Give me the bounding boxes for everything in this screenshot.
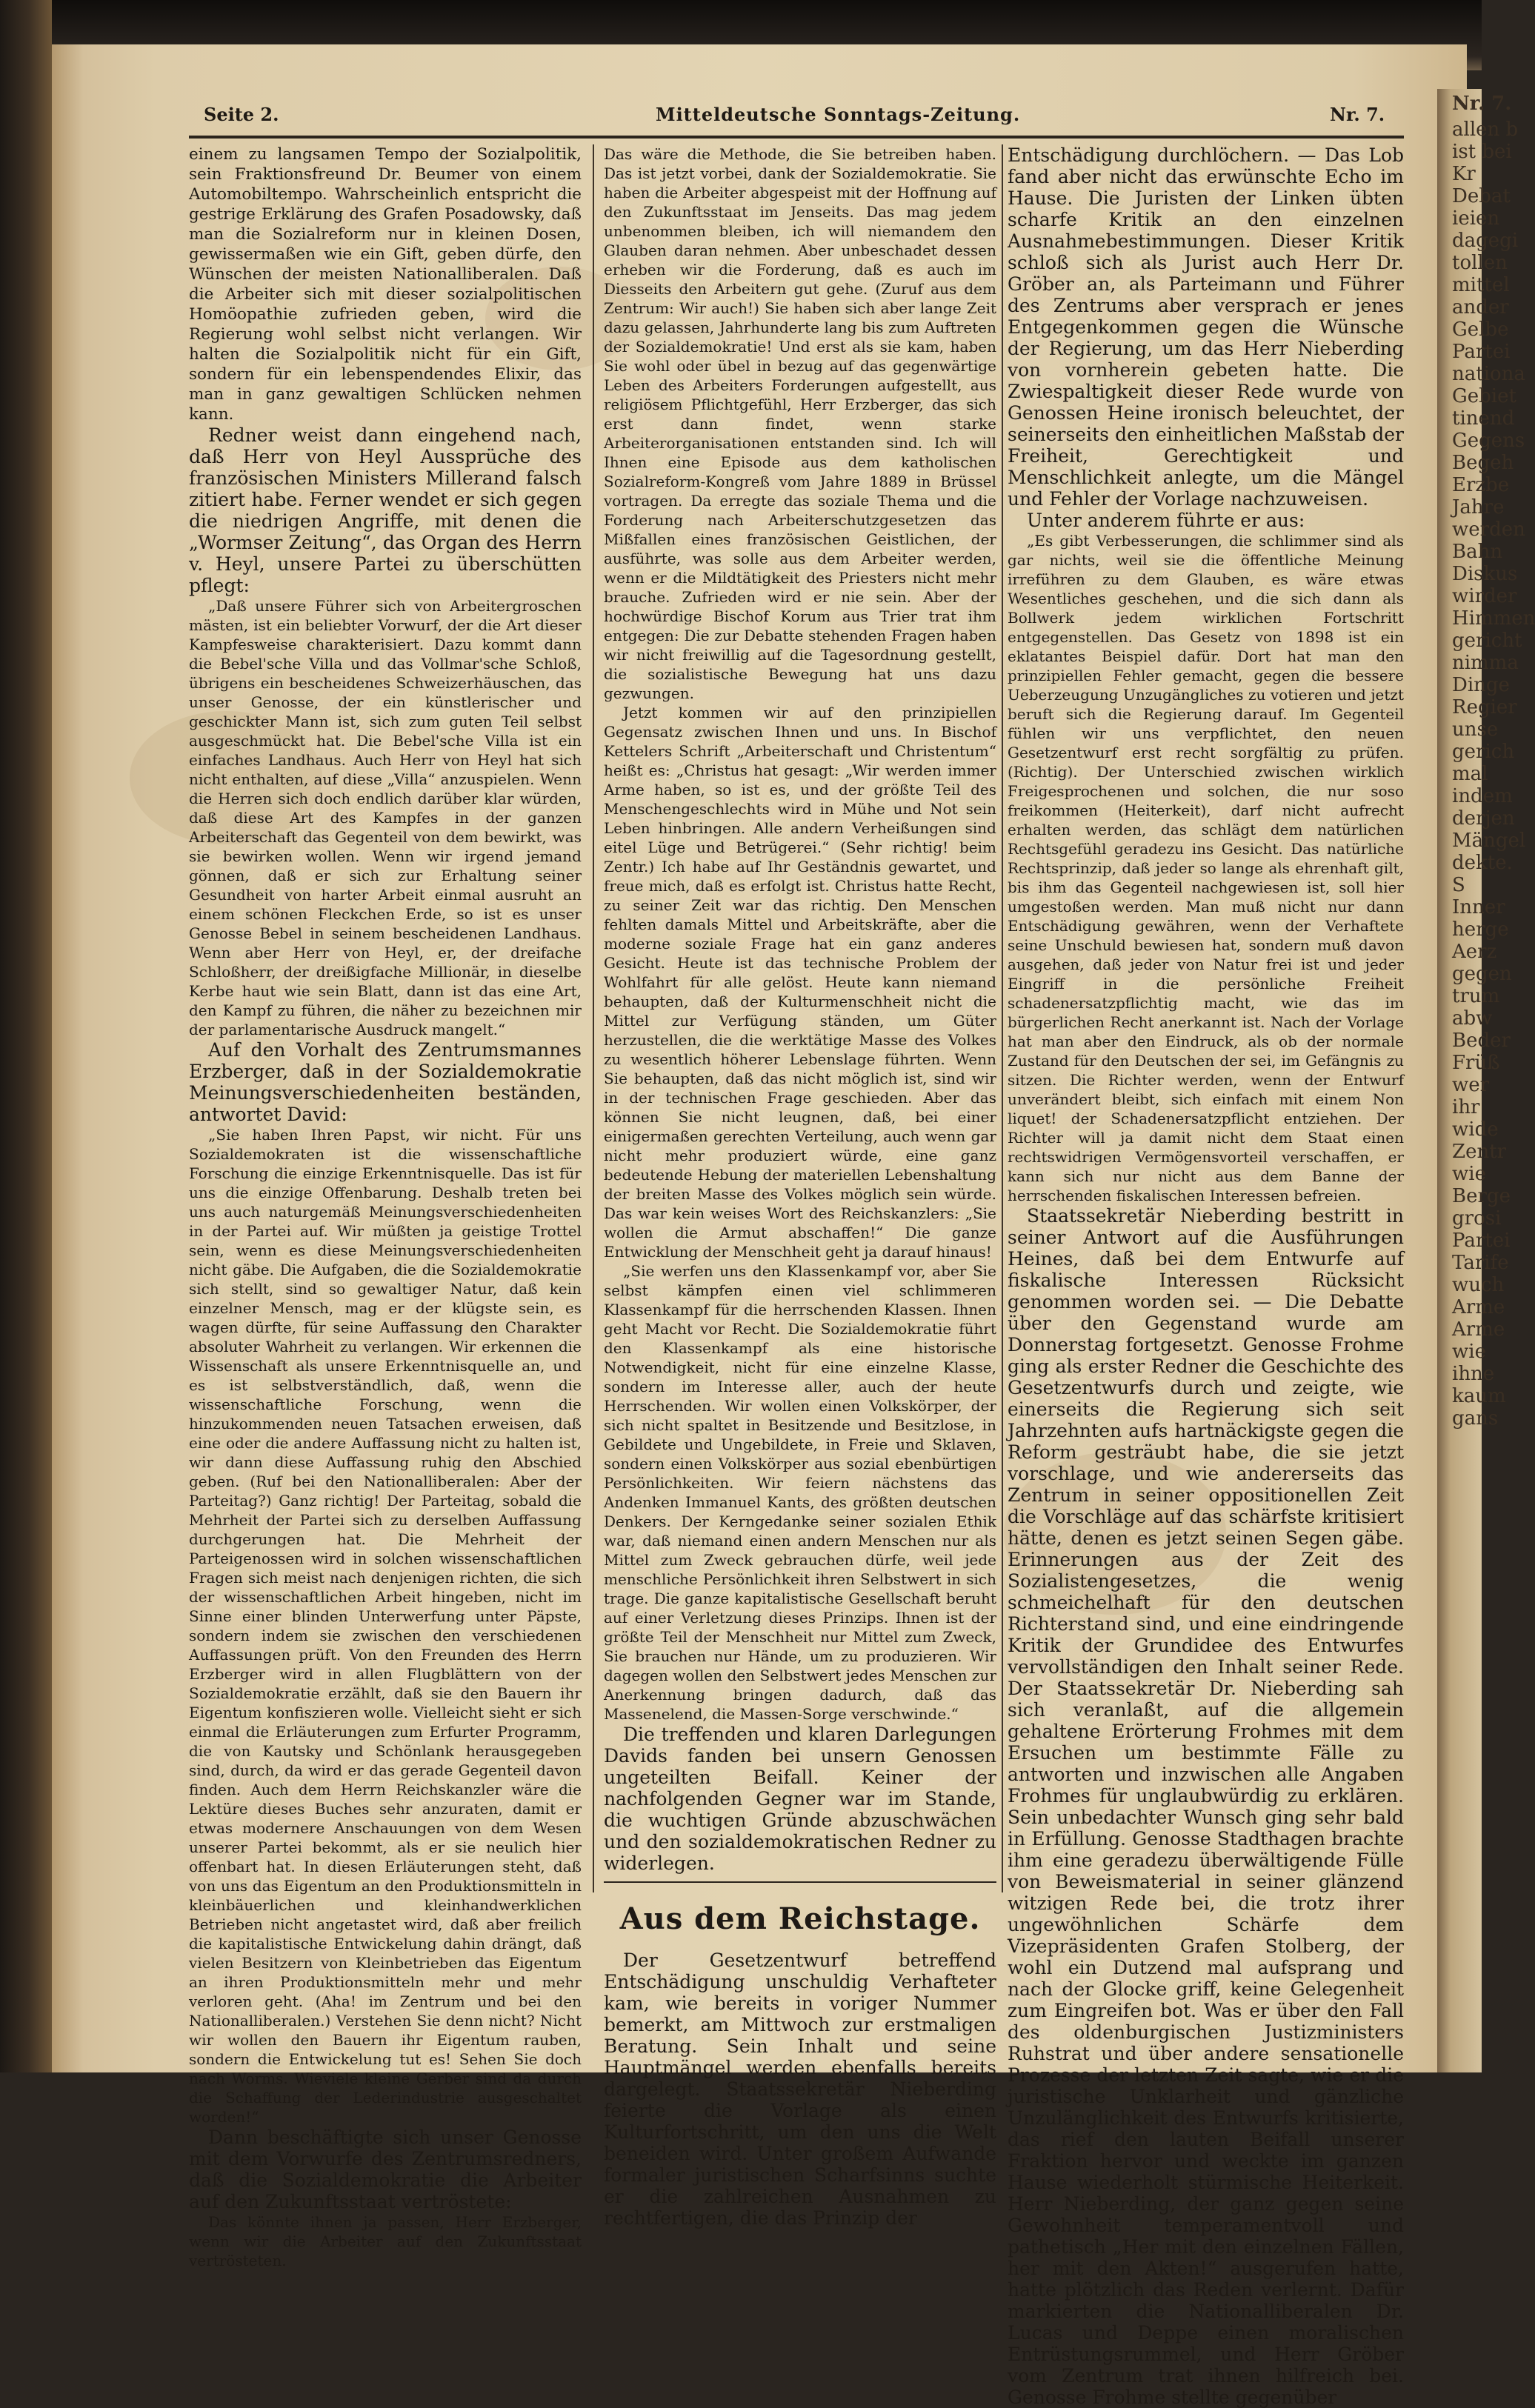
column-2-continued-text	[604, 144, 996, 1874]
adjacent-page-fragment: kaum	[1452, 1385, 1506, 1407]
adjacent-page-fragment: gerich	[1452, 741, 1515, 763]
column-divider	[1002, 144, 1003, 1892]
paragraph: „Es gibt Verbesserungen, die schlimmer sind als gar nichts, weil sie die öffentliche Meinung irreführen zu dem Glauben, es wäre etwas Wesentliches geschehen, und die sich dann als Bollwerk jedem wirklichen Fortschritt entgegenstellen. Das Gesetz von 1898 ist ein eklatantes Beispiel dafür. Dort hat man den prinzipiellen Fehler gemacht, gegen die bessere Ueberzeugung Unzugängliches zu votieren und jetzt beruft sich die Regierung darauf. Im Gegenteil fühlen wir uns verpflichtet, den neuen Gesetzentwurf erst recht sorgfältig zu prüfen. (Richtig). Der Unterschied zwischen wirklich Freigesprochenen und solchen, die nur soso freikommen (Heiterkeit), darf nicht aufrecht erhalten werden, das schlägt dem natürlichen Rechtsgefühl geradezu ins Gesicht. Das natürliche Rechtsprinzip, daß jeder so lange als ehrenhaft gilt, bis ihm das Gegenteil nachgewiesen ist, soll hier umgestoßen werden. Man muß nicht nur dann Entschädigung gewähren, wenn der Verhaftete seine Unschuld bewiesen hat, sondern muß davon ausgehen, daß jeder von Natur frei ist und jeder Eingriff in die persönliche Freiheit schadenersatzpflichtig macht, wie das im bürgerlichen Recht anerkannt ist. Nach der Vorlage hat man aber den Eindruck, als ob der normale Zustand für den Deutschen der sei, im Gefängnis zu sitzen. Die Richter werden, wenn der Entwurf unverändert bleibt, sich einfach mit einem Non liquet! der Schadenersatzpflicht entziehen. Der Richter will ja damit nicht dem Staat einen rechtswidrigen Vermögensvorteil verschaffen, er kann sich nur nicht aus dem Banne der herrschenden fiskalischen Interessen befreien.	[1008, 532, 1404, 1204]
book-spine	[0, 0, 52, 2072]
newspaper-title: Mitteldeutsche Sonntags-Zeitung.	[656, 104, 1021, 125]
adjacent-page-fragment: mal	[1452, 763, 1488, 785]
adjacent-page-fragment: Gebiet	[1452, 385, 1516, 407]
paragraph: Redner weist dann eingehend nach, daß Herr von Heyl Aussprüche des französischen Ministers Millerand falsch zitiert habe. Ferner wendet er sich gegen die niedrigen Angriffe, mit denen die „Wormser Zeitung“, das Organ des Herrn v. Heyl, unsere Partei zu überschütten pflegt:	[189, 424, 582, 596]
adjacent-page-fragment: nimma	[1452, 652, 1519, 674]
adjacent-page-fragment: Inner	[1452, 896, 1505, 918]
adjacent-page-fragment: ist bei	[1452, 141, 1512, 163]
adjacent-page-fragment: Jahre	[1452, 496, 1505, 518]
adjacent-page-fragment: Regier	[1452, 696, 1517, 718]
adjacent-page-fragment: gegen	[1452, 963, 1512, 985]
adjacent-page-fragment: Zentr	[1452, 1141, 1507, 1163]
adjacent-page-fragment: tollen	[1452, 252, 1508, 274]
issue-number: Nr. 7.	[1330, 104, 1385, 125]
adjacent-page-fragment: Dinge	[1452, 674, 1510, 696]
adjacent-page-fragment: wie	[1452, 1341, 1486, 1363]
adjacent-page-fragment: gans	[1452, 1407, 1499, 1430]
column-2	[604, 144, 996, 2229]
adjacent-page-edge	[1437, 89, 1535, 2072]
adjacent-page-fragment: wirder	[1452, 585, 1517, 607]
header-rule	[189, 136, 1404, 139]
adjacent-page-fragment: abw	[1452, 1007, 1493, 1030]
paragraph: Der Gesetzentwurf betreffend Entschädigung unschuldig Verhafteter kam, wie bereits in voriger Nummer bemerkt, am Mittwoch zur erstmaligen Beratung. Sein Inhalt und seine Hauptmängel werden ebenfalls bereits dargelegt. Staatssekretär Nieberding feierte die Vorlage als einen Kulturfortschritt, um den uns die Welt beneiden wird. Unter großem Aufwande formaler juristischen Scharfsinns suchte er die zahlreichen Ausnahmen zu rechtfertigen, die das Prinzip der	[604, 1950, 996, 2229]
adjacent-page-fragment: dekte.	[1452, 852, 1513, 874]
reichstag-article-text	[604, 1950, 996, 2229]
paragraph: „Sie werfen uns den Klassenkampf vor, aber Sie selbst kämpfen einen viel schlimmeren Klassenkampf für die herrschenden Klassen. Ihnen geht Macht vor Recht. Die Sozialdemokratie führt den Klassenkampf als eine historische Notwendigkeit, nicht für eine einzelne Klasse, sondern im Interesse aller, auch der heute Herrschenden. Wir wollen einen Volkskörper, der sich nicht spaltet in Besitzende und Besitzlose, in Gebildete und Ungebildete, in Freie und Sklaven, sondern einen Volkskörper aus sozial ebenbürtigen Persönlichkeiten. Wir feiern nächstens das Andenken Immanuel Kants, des größten deutschen Denkers. Der Kerngedanke seiner sozialen Ethik war, daß niemand einen andern Menschen nur als Mittel zum Zweck gebrauchen dürfe, weil jede menschliche Persönlichkeit ihren Selbstwert in sich trage. Die ganze kapitalistische Gesellschaft beruht auf einer Verletzung dieses Prinzips. Ihnen ist der größte Teil der Menschheit nur Mittel zum Zweck, Sie brauchen nur Hände, um zu produzieren. Wir dagegen wollen den Selbstwert jedes Menschen zur Anerkennung bringen dadurch, daß das Massenelend, die Massen-Sorge verschwinde.“	[604, 1262, 996, 1723]
column-1	[189, 144, 582, 2269]
adjacent-page-fragment: ander	[1452, 296, 1509, 318]
adjacent-page-fragment: nationa	[1452, 363, 1525, 385]
paragraph: „Daß unsere Führer sich von Arbeitergroschen mästen, ist ein beliebter Vorwurf, der die Art dieser Kampfesweise charakterisiert. Dazu kommt dann die Bebel'sche Villa und das Vollmar'sche Schloß, übrigens ein bescheidenes Schweizerhäuschen, das unser Genosse, der ein künstlerischer und geschickter Mann ist, sich zum guten Teil selbst ausgeschmückt hat. Die Bebel'sche Villa ist ein einfaches Landhaus. Auch Herr von Heyl hat sich nicht enthalten, auf diese „Villa“ anzuspielen. Wenn die Herren sich doch endlich darüber klar würden, daß diese Art des Kampfes in der ganzen Arbeiterschaft das Gegenteil von dem bewirkt, was sie bewirken wollen. Wenn wir irgend jemand gönnen, daß er sich zur Erhaltung seiner Gesundheit von harter Arbeit einmal ausruht an einem schönen Fleckchen Erde, so ist es unser Genosse Bebel in seinem bescheidenen Landhaus. Wenn aber Herr von Heyl, er, der dreifache Schloßherr, der dreißigfache Millionär, in dieselbe Kerbe haut wie sein Blatt, dann ist das eine Art, den Kampf zu führen, die näher zu bezeichnen mir der parlamentarische Ausdruck mangelt.“	[189, 597, 582, 1038]
adjacent-page-header: Nr. 7.	[1452, 93, 1512, 115]
column-3	[1008, 144, 1404, 2408]
paragraph: „Sie haben Ihren Papst, wir nicht. Für uns Sozialdemokraten ist die wissenschaftliche Forschung die einzige Erkenntnisquelle. Das ist für uns die einzige Offenbarung. Deshalb treten bei uns auch naturgemäß Meinungsverschiedenheiten in der Partei auf. Wir müßten ja geistige Trottel sein, wenn es diese Meinungsverschiedenheiten nicht gäbe. Die Aufgaben, die die Sozialdemokratie sich stellt, sind so gewaltiger Natur, daß kein einzelner Mensch, mag er der klügste sein, es wagen dürfte, für seine Auffassung den Charakter absoluter Wahrheit zu verlangen. Wir erkennen die Wissenschaft als unsere Erkenntnisquelle an, und es ist selbstverständlich, daß, wenn die wissenschaftliche Forschung, wenn die hinzukommenden neuen Tatsachen erweisen, daß eine oder die andere Auffassung nicht zu halten ist, wir dann diese Auffassung ruhig den Abschied geben. (Ruf bei den Nationalliberalen: Aber der Parteitag?) Ganz richtig! Der Parteitag, sobald die Mehrheit der Partei sich zu derselben Auffassung durchgerungen hat. Die Mehrheit der Parteigenossen wird in solchen wissenschaftlichen Fragen sich meist nach denjenigen richten, die sich der wissenschaftlichen Arbeit hingeben, nicht im Sinne einer blinden Unterwerfung unter Päpste, sondern indem sie zwischen den verschiedenen Auffassungen prüft. Von den Freunden des Herrn Erzberger wird in allen Flugblättern von der Sozialdemokratie erzählt, daß sie den Bauern ihr Eigentum konfiszieren wolle. Vielleicht sieht er sich einmal die Erläuterungen zum Erfurter Programm, die von Kautsky und Schönlank herausgegeben sind, durch, da wird er das gerade Gegenteil davon finden. Auch dem Herrn Reichskanzler wäre die Lektüre dieses Buches sehr anzuraten, damit er etwas modernere Anschauungen von dem Wesen unserer Partei bekommt, als er sie neulich hier offenbart hat. In diesen Erläuterungen steht, daß von uns das Eigentum an den Produktionsmitteln in kleinbäuerlichen und kleinhandwerklichen Betrieben nicht angetastet wird, daß aber freilich die kapitalistische Entwickelung dahin drängt, daß vielen Besitzern von Kleinbetrieben das Eigentum an ihren Produktionsmitteln mehr und mehr verloren geht. (Aha! im Zentrum und bei den Nationalliberalen.) Verstehen Sie denn nicht? Nicht wir wollen den Bauern ihr Eigentum rauben, sondern die Entwickelung tut es! Sehen Sie doch nach Worms. Wieviele kleine Gerber sind da durch die Schaffung der Lederindustrie ausgeschaltet worden!“	[189, 1126, 582, 2126]
adjacent-page-fragment: mittel	[1452, 274, 1510, 296]
adjacent-page-fragment: wie	[1452, 1163, 1486, 1185]
adjacent-page-fragment: S	[1452, 874, 1465, 896]
paragraph: Unter anderem führte er aus:	[1027, 510, 1305, 531]
adjacent-page-fragment: wuch	[1452, 1274, 1505, 1296]
adjacent-page-fragment: Diskus	[1452, 563, 1518, 585]
adjacent-page-fragment: Berge	[1452, 1185, 1511, 1207]
adjacent-page-fragment: Debat	[1452, 185, 1511, 207]
adjacent-page-fragment: ihne	[1452, 1363, 1495, 1385]
adjacent-page-fragment: ieien	[1452, 207, 1500, 230]
paragraph: Dann beschäftigte sich unser Genosse mit dem Vorwurfe des Zentrumsredners, daß die Sozialdemokratie die Arbeiter auf den Zukunftsstaat vertröstete:	[189, 2127, 582, 2212]
adjacent-page-fragment: Aerz	[1452, 941, 1497, 963]
adjacent-page-fragment: Himmen	[1452, 607, 1535, 630]
adjacent-page-fragment: derjen	[1452, 807, 1515, 830]
paragraph: Das wäre die Methode, die Sie betreiben haben. Das ist jetzt vorbei, dank der Sozialdemokratie. Sie haben die Arbeiter abgespeist mit der Hoffnung auf den Zukunftsstaat im Jenseits. Das mag jedem unbenommen bleiben, ich will niemandem den Glauben daran nehmen. Aber unbeschadet dessen erheben wir die Forderung, daß es auch im Diesseits den Arbeitern gut gehe. (Zuruf aus dem Zentrum: Wir auch!) Sie haben sich aber lange Zeit dazu gelassen, Jahrhunderte lang bis zum Auftreten der Sozialdemokratie! Und erst als sie kam, haben Sie wohl oder übel in bezug auf das gegenwärtige Leben des Arbeiters Forderungen aufgestellt, aus religiösem Pflichtgefühl, Herr Erzberger, das sich erst dann findet, wenn starke Arbeiterorganisationen entstanden sind. Ich will Ihnen eine Episode aus dem katholischen Sozialreform-Kongreß vom Jahre 1889 in Brüssel vortragen. Da erregte das soziale Thema und die Forderung nach Arbeiterschutzgesetzen das Mißfallen eines französischen Geistlichen, der ausführte, was solle aus dem Arbeiter werden, wenn er die Mildtätigkeit des Priesters nicht mehr brauche. Zufrieden wird er nie sein. Aber der hochwürdige Bischof Korum aus Trier trat ihm entgegen: Die zur Debatte stehenden Fragen haben wir nicht freiwillig auf die Tagesordnung gestellt, die sozialistische Bewegung hat uns dazu gezwungen.	[604, 145, 996, 702]
adjacent-page-fragment: Bahn	[1452, 541, 1503, 563]
adjacent-page-fragment: Früß	[1452, 1052, 1500, 1074]
adjacent-page-fragment: indem	[1452, 785, 1513, 807]
adjacent-page-fragment: tinend	[1452, 407, 1515, 430]
adjacent-page-fragment: dagegi	[1452, 230, 1519, 252]
adjacent-page-fragment: Erzbe	[1452, 474, 1510, 496]
adjacent-page-text	[1437, 119, 1535, 1430]
paragraph: Staatssekretär Nieberding bestritt in seiner Antwort auf die Ausführungen Heines, daß bei dem Entwurfe auf fiskalische Interessen Rücksicht genommen worden sei. — Die Debatte über den Gegenstand wurde am Donnerstag fortgesetzt. Genosse Frohme ging als erster Redner die Geschichte des Gesetzentwurfs durch und zeigte, wie einerseits die Regierung sich seit Jahrzehnten aufs hartnäckigste gegen die Reform gesträubt habe, die sie jetzt vorschlage, und wie andererseits das Zentrum in seiner oppositionellen Zeit die Vorschläge auf das schärfste kritisiert hätte, denen es jetzt seinen Segen gäbe. Erinnerungen aus der Zeit des Sozialistengesetzes, die wenig schmeichelhaft für den deutschen Richterstand sind, und eine eindringende Kritik der Grundidee des Entwurfes vervollständigen den Inhalt seiner Rede. Der Staatssekretär Dr. Nieberding sah sich veranlaßt, auf die allgemein gehaltene Erörterung Frohmes mit dem Ersuchen um bestimmte Fälle zu antworten und inzwischen alle Angaben Frohmes für unglaubwürdig zu erklären. Sein unbedachter Wunsch ging sehr bald in Erfüllung. Genosse Stadthagen brachte ihm eine geradezu überwältigende Fülle von Beweismaterial in seiner glänzend witzigen Rede bei, die trotz ihrer ungewöhnlichen Schärfe dem Vizepräsidenten Grafen Stolberg, der wohl ein Dutzend mal aufsprang und nach der Glocke griff, keine Gelegenheit zum Eingreifen bot. Was er über den Fall des oldenburgischen Justizministers Ruhstrat und über andere sensationelle Prozesse der letzten Zeit sagte, wie er die juristische Unklarheit und gänzliche Unzulänglichkeit des Entwurfs kritisierte, das rief den lauten Beifall unserer Fraktion hervor und weckte im ganzen Hause wiederholt stürmische Heiterkeit. Herr Nieberding, der ganz gegen seine Gewohnheit temperamentvoll und pathetisch „Her mit den einzelnen Fällen, her mit den Akten!“ ausgerufen hatte, hatte plötzlich das Reden verlernt. Dafür markierten die Nationalliberalen Dr. Lucas und Deppe einen moralischen Entrüstungsrummel, und Herr Gröber vom Zentrum trat ihnen hilfreich bei. Genosse Frohme stellte gegenüber	[1008, 1205, 1404, 2408]
paragraph: Jetzt kommen wir auf den prinzipiellen Gegensatz zwischen Ihnen und uns. In Bischof Kettelers Schrift „Arbeiterschaft und Christentum“ heißt es: „Christus hat gesagt: „Wir werden immer Arme haben, so ist es, und der größte Teil des Menschengeschlechts wird in Mühe und Not sein Leben hinbringen. Alle andern Verheißungen sind eitel Lüge und Betrügerei.“ (Sehr richtig! beim Zentr.) Ich habe auf Ihr Geständnis gewartet, und freue mich, daß es erfolgt ist. Christus hatte Recht, zu seiner Zeit war das richtig. Den Menschen fehlten damals Mittel und Arbeitskräfte, aber die moderne soziale Frage hat ein ganz anderes Gesicht. Heute ist das technische Problem der Wohlfahrt für alle gelöst. Heute kann niemand behaupten, daß der Kulturmenschheit nicht die Mittel zur Verfügung ständen, um Güter herzustellen, die die werktätige Masse des Volkes zu wesentlich höherer Lebenslage führten. Wenn Sie behaupten, daß das nicht möglich ist, sind wir in der technischen Frage geschieden. Aber das können Sie nicht leugnen, daß, bei einer einigermaßen gerechten Verteilung, auch wenn gar nicht mehr produziert würde, eine ganz bedeutende Hebung der materiellen Lebenshaltung der breiten Masse des Volkes möglich sein würde. Das war kein weises Wort des Reichskanzlers: „Sie wollen die Armut abschaffen!“ Die ganze Entwicklung der Menschheit geht ja darauf hinaus!	[604, 704, 996, 1261]
paragraph: Die treffenden und klaren Darlegungen Davids fanden bei unsern Genossen ungeteilten Beifall. Keiner der nachfolgenden Gegner war im Stande, die wuchtigen Gründe abzuschwächen und den sozialdemokratischen Redner zu widerlegen.	[604, 1724, 996, 1874]
page-number: Seite 2.	[204, 104, 279, 125]
adjacent-page-fragment: Gegens	[1452, 430, 1525, 452]
adjacent-page-fragment: werden	[1452, 518, 1525, 541]
page-content	[189, 104, 1404, 2408]
adjacent-page-fragment: allen b	[1452, 119, 1519, 141]
adjacent-page-fragment: Gelbe	[1452, 318, 1509, 341]
adjacent-page-fragment: herge	[1452, 918, 1509, 941]
adjacent-page-fragment: Mängel	[1452, 830, 1526, 852]
adjacent-page-fragment: Begeh	[1452, 452, 1514, 474]
adjacent-page-fragment: wer	[1452, 1074, 1490, 1096]
adjacent-page-fragment: Partei	[1452, 1230, 1511, 1252]
paragraph: Auf den Vorhalt des Zentrumsmannes Erzberger, daß in der Sozialdemokratie Meinungsverschiedenheiten beständen, antwortet David:	[189, 1039, 582, 1125]
adjacent-page-fragment: grosi	[1452, 1207, 1502, 1230]
adjacent-page-fragment: gericht	[1452, 630, 1522, 652]
adjacent-page-fragment: unse	[1452, 718, 1499, 741]
adjacent-page-fragment: Kr	[1452, 163, 1476, 185]
adjacent-page-fragment: Partei	[1452, 341, 1511, 363]
section-heading: Aus dem Reichstage.	[619, 1901, 981, 1936]
column-divider	[593, 144, 594, 1892]
adjacent-page-fragment: Tarife	[1452, 1252, 1509, 1274]
paragraph: Entschädigung durchlöchern. — Das Lob fand aber nicht das erwünschte Echo im Hause. Die Juristen der Linken übten scharfe Kritik an den einzelnen Ausnahmebestimmungen. Dieser Kritik schloß sich als Jurist auch Herr Dr. Gröber an, als Parteimann und Führer des Zentrums aber versprach er jenes Entgegenkommen gegen die Wünsche der Regierung, um das Herr Nieberding von vornherein gebeten hatte. Die Zwiespaltigkeit dieser Rede wurde von Genossen Heine ironisch beleuchtet, der seinerseits den einheitlichen Maßstab der Freiheit, Gerechtigkeit und Menschlichkeit anlegte, um die Mängel und Fehler der Vorlage nachzuweisen.	[1008, 144, 1404, 510]
adjacent-page-fragment: ihr	[1452, 1096, 1480, 1118]
section-rule	[604, 1881, 996, 1883]
adjacent-page-fragment: Arme	[1452, 1296, 1505, 1318]
adjacent-page-fragment: trum	[1452, 985, 1500, 1007]
paragraph: Das könnte ihnen ja passen, Herr Erzberger, wenn wir die Arbeiter auf den Zukunftsstaat vertrösteten.	[189, 2213, 582, 2269]
adjacent-page-fragment: Arme	[1452, 1318, 1505, 1341]
paragraph: einem zu langsamen Tempo der Sozialpolitik, sein Fraktionsfreund Dr. Beumer von einem Automobiltempo. Wahrscheinlich entspricht die gestrige Erklärung des Grafen Posadowsky, daß man die Sozialreform nur in kleinen Dosen, gewissermaßen wie ein Gift, geben dürfe, den Wünschen der meisten Nationalliberalen. Daß die Arbeiter sich mit dieser sozialpolitischen Homöopathie zufrieden geben, wird die Regierung wohl selbst nicht verlangen. Wir halten die Sozialpolitik nicht für ein Gift, sondern für ein lebenspendendes Elixir, das man in ganz gewaltigen Schlücken nehmen kann.	[189, 145, 582, 424]
adjacent-page-fragment: wide	[1452, 1118, 1499, 1141]
adjacent-page-fragment: Beder	[1452, 1030, 1511, 1052]
